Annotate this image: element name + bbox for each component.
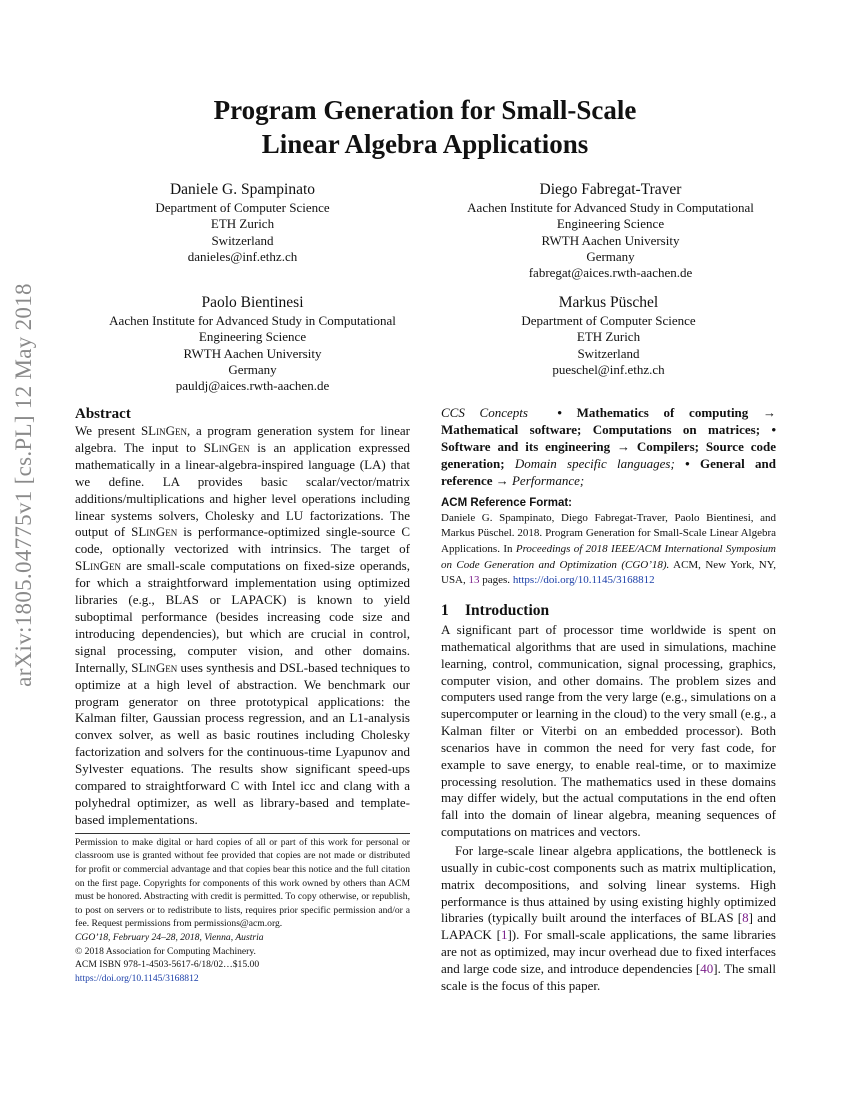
title-line-2: Linear Algebra Applications <box>261 129 589 159</box>
right-column <box>441 405 776 995</box>
ccs-concept-3: Domain specific languages; <box>514 455 675 471</box>
author-email[interactable]: fabregat@aices.rwth-aachen.de <box>528 265 693 281</box>
copyright-line: © 2018 Association for Computing Machinery. <box>75 945 256 957</box>
intro-paragraph-2 <box>441 843 776 995</box>
author-email[interactable]: pauldj@aices.rwth-aachen.de <box>175 378 330 394</box>
abstract-span: , a program generation system for linear algebra. The input to <box>75 423 410 455</box>
arxiv-id: arXiv:1805.04775v1 [cs.PL] 12 May 2018 <box>11 283 36 687</box>
abstract-span: uses synthesis and DSL-based techniques to optimize at a high level of abstraction. We benchmark our program generator on three prototypical applications: the Kalman filter, Gaussian process regression, and an L1-analysis convex solver, as well as basic routines including Cholesky factorization and solvers for the continuous-time Lyapunov and Sylvester equations. The results show significant speed-ups compared to straightforward C with Intel icc and clang with a polyhedral optimizer, as well as library-based and template-based implementations. <box>75 659 410 827</box>
title-line-1: Program Generation for Small-Scale <box>213 95 637 125</box>
conference-info: CGO’18, February 24–28, 2018, Vienna, Austria <box>75 931 264 943</box>
intro-span: ] and LAPACK [ <box>441 910 776 943</box>
abstract-span: We present <box>75 423 141 438</box>
abstract-span: is an application expressed mathematically in a linear-algebra-inspired language (LA) that we define. LA provides basic scalar/vector/matrix additions/multiplications and higher level operations including linear systems solvers, Cholesky and LU factorizations. The output of <box>75 439 410 540</box>
acm-ref-span: pages. <box>479 574 513 587</box>
abstract-span: is performance-optimized single-source C code, optionally vectorized with intrinsics. The target of <box>75 524 410 557</box>
system-name: SLinGen <box>131 524 178 540</box>
ccs-concept-4: • General and reference → <box>441 455 777 488</box>
author-affiliation: Switzerland <box>211 232 274 248</box>
acm-ref-span: ACM, New York, NY, USA, <box>441 558 777 587</box>
author-email[interactable]: pueschel@inf.ethz.ch <box>552 361 665 377</box>
abstract-span: are small-scale computations on fixed-size operands, for which a straightforward implementation using optimized libraries (e.g., BLAS or LAPACK) is known to yield suboptimal performance (besides increasing code size and introducing dependencies), but which are crucial in control, signal processing, computer vision, and other domains. Internally, <box>75 558 410 675</box>
author-affiliation: ETH Zurich <box>576 329 641 345</box>
author-block-3 <box>70 293 435 394</box>
isbn-line: ACM ISBN 978-1-4503-5617-6/18/02…$15.00 <box>75 959 260 971</box>
paper-title <box>100 93 750 161</box>
author-affiliation: ETH Zurich <box>210 216 275 232</box>
doi-link[interactable]: https://doi.org/10.1145/3168812 <box>75 972 199 984</box>
author-affiliation: Department of Computer Science <box>521 313 696 328</box>
acm-ref-venue: Proceedings of 2018 IEEE/ACM International Symposium on Code Generation and Optimization (CGO’18). <box>441 542 776 571</box>
intro-paragraph-1: A significant part of processor time worldwide is spent on mathematical algorithms that are used in simulations, machine learning, control, communication, signal processing, graphics, computer vision, and other domains. The problem sizes and computers used range from the very large (e.g., simulations on a supercomputer or learning in the cloud) to the very small (e.g., a Kalman filter or Viterbi on an embedded processor). Both scenarios have in common the need for very fast code, for example to save energy, to enable real-time, or to maximize processing resolution. The mathematics used in these domains may differ widely, but the actual computations in the end often fall into the domain of linear algebra, meaning sequences of computations on matrices and vectors. <box>441 622 777 840</box>
intro-span: For large-scale linear algebra applications, the bottleneck is usually in cubic-cost components such as matrix multiplication, matrix decompositions, and solving linear systems. High performance is thus attained by using existing highly optimized libraries (typically built around the interfaces of BLAS [ <box>441 843 776 926</box>
citation-link[interactable]: 8 <box>742 910 749 926</box>
acm-ref-pages[interactable]: 13 <box>468 574 480 587</box>
arxiv-watermark <box>2 283 46 687</box>
author-block-4 <box>441 293 776 378</box>
acm-reference-text <box>441 511 776 590</box>
intro-span: ]. The small scale is the focus of this paper. <box>441 960 776 993</box>
author-affiliation: RWTH Aachen University <box>541 232 680 248</box>
system-name: SLinGen <box>140 423 187 438</box>
author-affiliation: Aachen Institute for Advanced Study in Computational <box>467 200 754 215</box>
citation-link[interactable]: 1 <box>500 927 508 943</box>
author-affiliation: Switzerland <box>577 345 640 361</box>
acm-ref-doi-link[interactable]: https://doi.org/10.1145/3168812 <box>512 574 655 587</box>
abstract-text <box>75 423 410 829</box>
acm-reference-heading: ACM Reference Format: <box>441 496 572 509</box>
permission-text: Permission to make digital or hard copies of all or part of this work for personal or classroom use is granted without fee provided that copies are not made or distributed for profit or commercial advantage and that copies bear this notice and the full citation on the first page. Copyrights for components of this work owned by others than ACM must be honored. Abstracting with credit is permitted. To copy otherwise, or republish, to post on servers or to redistribute to lists, requires prior specific permission and/or a fee. Request permissions from permissions@acm.org. <box>75 836 410 930</box>
section-number: 1 <box>441 602 449 620</box>
author-email[interactable]: danieles@inf.ethz.ch <box>187 248 298 264</box>
author-affiliation: RWTH Aachen University <box>183 345 322 361</box>
author-affiliation: Aachen Institute for Advanced Study in Computational <box>109 313 396 328</box>
system-name: SLinGen <box>131 659 178 675</box>
footnote-rule <box>75 833 410 834</box>
ccs-label: CCS Concepts <box>441 405 528 420</box>
left-column <box>75 405 410 985</box>
author-block-1 <box>75 180 410 265</box>
citation-link[interactable]: 40 <box>700 960 714 976</box>
author-affiliation: Germany <box>228 361 277 377</box>
author-affiliation: Engineering Science <box>198 329 307 345</box>
section-title: Introduction <box>465 602 550 620</box>
abstract-heading: Abstract <box>75 406 131 422</box>
author-name: Markus Püschel <box>558 294 659 311</box>
section-heading-introduction <box>441 601 776 620</box>
acm-ref-span: Daniele G. Spampinato, Diego Fabregat-Traver, Paolo Bientinesi, and Markus Püschel. 2018. Program Generation for Small-Scale Linear Algebra Applications. In <box>441 511 776 555</box>
author-affiliation: Germany <box>586 248 635 264</box>
author-name: Diego Fabregat-Traver <box>539 181 682 198</box>
author-name: Daniele G. Spampinato <box>169 181 316 198</box>
system-name: SLinGen <box>203 439 250 455</box>
author-affiliation: Department of Computer Science <box>155 200 330 215</box>
ccs-concept-2: • Software and its engineering → Compilers; Source code generation; <box>441 421 776 471</box>
ccs-concept-1: • Mathematics of computing → Mathematical software; Computations on matrices; <box>441 405 776 437</box>
permission-notice <box>75 836 410 986</box>
author-affiliation: Engineering Science <box>556 216 665 232</box>
system-name: SLinGen <box>75 558 122 574</box>
ccs-concepts <box>441 405 776 490</box>
intro-span: ]). For small-scale applications, the same libraries are not as optimized, may incur overhead due to fixed interfaces and large code size, and introduce dependencies [ <box>441 927 776 976</box>
author-block-2 <box>428 180 793 281</box>
ccs-concept-5: Performance; <box>511 472 585 488</box>
author-name: Paolo Bientinesi <box>201 294 304 311</box>
